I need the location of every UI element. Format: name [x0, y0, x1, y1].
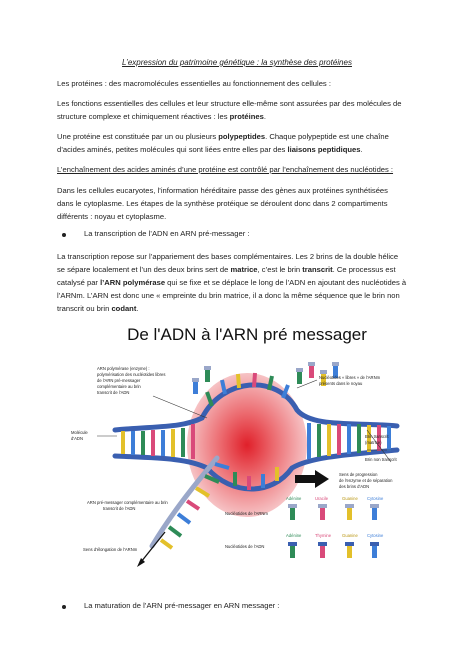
paragraph-2-line-1 [57, 131, 421, 143]
keyword-liaisons-peptidiques: liaisons peptidiques [287, 145, 361, 154]
keyword-transcrit: transcrit [302, 265, 333, 274]
text-span: , c’est le brin [257, 265, 303, 274]
paragraph-3-line-3: différents : noyau et cytoplasme. [57, 212, 167, 221]
paragraph-4-line-5 [57, 303, 421, 315]
legend-bottom-thymine: Thymine [315, 533, 332, 538]
text-span: transcrit ou brin [57, 304, 112, 313]
text-span: . [263, 112, 266, 121]
paragraph-3-line-1: Dans les cellules eucaryotes, l’information héréditaire passe des gènes aux protéines synthétisées [57, 186, 388, 195]
legend-top-adenine: Adénine [286, 496, 302, 501]
paragraph-4-line-4: l’ARNm. L’ARN est donc une « empreinte du brin matrice, il a donc la même séquence que le brin non [57, 291, 400, 300]
keyword-polypeptides: polypeptides [218, 132, 266, 141]
legend-bottom-adenine: Adénine [286, 533, 302, 538]
legend-top-guanine: Guanine [342, 496, 358, 501]
section-heading-enchainement: L’enchaînement des acides aminés d’une protéine est contrôlé par l’enchaînement des nucléotides : [57, 165, 394, 174]
bullet-transcription: La transcription de l’ADN en ARN pré-messager : [84, 229, 250, 238]
label-molecule-2: d'ADN [71, 436, 83, 441]
text-span: . [136, 304, 139, 313]
paragraph-1-line-1: Les fonctions essentielles des cellules et leur structure elle-même sont assurées par des molécules de [57, 99, 402, 108]
label-arn-polymerase-5: transcrit de l'ADN [97, 390, 130, 395]
label-sens-progression-2: de l'enzyme et de séparation [339, 478, 393, 483]
transcription-figure [57, 318, 421, 584]
label-brin-non-transcrit: Brin non transcrit [365, 457, 397, 462]
paragraph-3-line-2: dans le cytoplasme. Les étapes de la synthèse protéique se déroulent donc dans 2 compartiments [57, 199, 388, 208]
label-molecule-1: Molécule [71, 430, 88, 435]
keyword-proteines: protéines [229, 112, 264, 121]
keyword-codant: codant [111, 304, 137, 313]
bullet-dot [62, 605, 66, 609]
label-arn-polymerase-3: de l'ARN pré-messager [97, 378, 141, 383]
text-span: qui se fixe et se déplace le long de l’ADN en ajoutant des nucléotides à [165, 278, 407, 287]
bullet-maturation: La maturation de l’ARN pré-messager en ARN messager : [84, 601, 280, 610]
text-span: . Chaque polypeptide est une chaîne [265, 132, 389, 141]
text-span: Une protéine est constituée par un ou plusieurs [57, 132, 219, 141]
label-sens-progression-1: Sens de progression [339, 472, 378, 477]
label-arn-polymerase-2: polymérisation des nucléotides libres [97, 372, 166, 377]
label-nucleotides-arnm: Nucléotides de l'ARNm [225, 511, 268, 516]
legend-top-cytosine: Cytosine [367, 496, 384, 501]
legend-bottom-cytosine: Cytosine [367, 533, 384, 538]
document-title: L’expression du patrimoine génétique : la synthèse des protéines [122, 58, 352, 67]
label-sens-elongation: Sens d'élongation de l'ARNm [83, 547, 138, 552]
legend-bottom-guanine: Guanine [342, 533, 358, 538]
text-span: . [360, 145, 363, 154]
label-brin-transcrit-2: (matrice) [365, 440, 382, 445]
legend-arnm-nucleotides [288, 504, 379, 520]
keyword-matrice: matrice [230, 265, 258, 274]
label-arnm-compl-2: transcrit de l'ADN [103, 506, 136, 511]
bullet-dot [62, 233, 66, 237]
paragraph-4-line-2 [57, 264, 421, 276]
text-span: catalysé par [57, 278, 101, 287]
legend-adn-nucleotides [288, 542, 379, 558]
paragraph-1-line-2 [57, 111, 421, 123]
text-span: d’acides aminés, petites molécules qui sont liées entre elles par des [57, 145, 288, 154]
label-arn-polymerase-4: complémentaire au brin [97, 384, 141, 389]
text-span: se sépare localement et l’un des deux brins sert de [57, 265, 231, 274]
label-brin-transcrit-1: Brin transcrit [365, 434, 389, 439]
paragraph-4-line-1: La transcription repose sur l’appariement des bases complémentaires. Les 2 brins de la double hélice [57, 252, 399, 261]
section-heading-proteines: Les protéines : des macromolécules essentielles au fonctionnement des cellules : [57, 79, 331, 88]
paragraph-2-line-2 [57, 144, 421, 156]
label-sens-progression-3: des brins d'ADN [339, 484, 370, 489]
text-span: . Ce processus est [332, 265, 396, 274]
keyword-arn-polymerase: l’ARN polymérase [100, 278, 166, 287]
label-nucleotides-libres-2: présents dans le noyau [319, 381, 363, 386]
label-nucleotides-libres-1: Nucléotides « libres » de l'ARNm [319, 375, 381, 380]
figure-title: De l'ADN à l'ARN pré messager [127, 325, 367, 344]
text-span: structure complexe et chimiquement réactives : les [57, 112, 230, 121]
legend-top-uracile: Uracile [315, 496, 329, 501]
label-arn-polymerase-1: ARN polymérase (enzyme) : [97, 366, 150, 371]
paragraph-4-line-3 [57, 277, 421, 289]
elongation-arrow [137, 532, 165, 567]
label-nucleotides-adn: Nucléotides de l'ADN [225, 544, 265, 549]
label-arnm-compl-1: ARN pré-messager complémentaire au brin [87, 500, 168, 505]
